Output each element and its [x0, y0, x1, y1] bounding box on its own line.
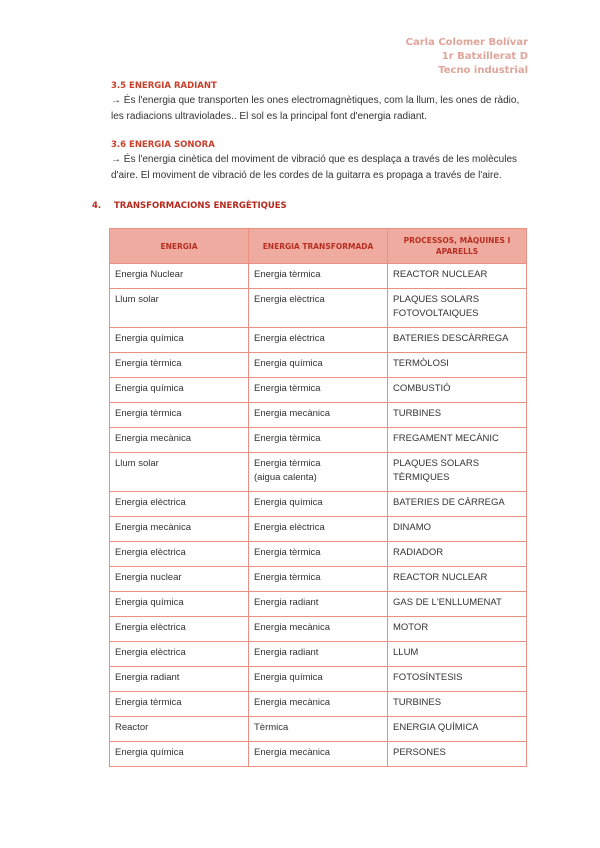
- process-cell: REACTOR NUCLEAR: [388, 567, 527, 592]
- process-cell: COMBUSTIÓ: [388, 378, 527, 403]
- transformed-cell: Energia química: [249, 492, 388, 517]
- transformed-cell: Energia radiant: [249, 642, 388, 667]
- transformed-cell: Energia mecànica: [249, 403, 388, 428]
- process-cell: DINAMO: [388, 517, 527, 542]
- transformed-cell: Energia química: [249, 353, 388, 378]
- process-cell: BATERIES DE CÀRREGA: [388, 492, 527, 517]
- energy-cell: Energia tèrmica: [110, 353, 249, 378]
- process-cell: GAS DE L'ENLLUMENAT: [388, 592, 527, 617]
- transformed-cell: [249, 453, 388, 492]
- section-text-line: les radiacions ultraviolades.. El sol es la principal font d'energia radiant.: [111, 111, 427, 122]
- transformed-cell: Energia elèctrica: [249, 328, 388, 353]
- table-row: [110, 642, 527, 667]
- section-text-line: d'aire. El moviment de vibració de les cordes de la guitarra es propaga a través de l'aire.: [111, 170, 502, 181]
- transformed-cell: Energia elèctrica: [249, 517, 388, 542]
- column-header: PROCESSOS, MÀQUINES I APARELLS: [388, 229, 527, 264]
- energy-cell: Energia tèrmica: [110, 692, 249, 717]
- process-cell: [388, 289, 527, 328]
- table-row: [110, 567, 527, 592]
- section-number: 4.: [92, 201, 102, 211]
- process-cell: TURBINES: [388, 692, 527, 717]
- table-row: [110, 328, 527, 353]
- table-row: [110, 353, 527, 378]
- energy-cell: Reactor: [110, 717, 249, 742]
- energy-cell: Energia química: [110, 378, 249, 403]
- energy-cell: Energia química: [110, 592, 249, 617]
- author-name: Carla Colomer Bolívar: [405, 37, 528, 48]
- table-row: [110, 492, 527, 517]
- table-row: [110, 453, 527, 492]
- table-row: [110, 378, 527, 403]
- table-row: [110, 289, 527, 328]
- transformed-cell: Energia mecànica: [249, 742, 388, 767]
- energy-cell: Energia nuclear: [110, 567, 249, 592]
- column-header: ENERGIA TRANSFORMADA: [249, 229, 388, 264]
- column-header: ENERGIA: [110, 229, 249, 264]
- process-cell: MOTOR: [388, 617, 527, 642]
- energy-cell: Energia elèctrica: [110, 642, 249, 667]
- energy-cell: Energia Nuclear: [110, 264, 249, 289]
- transformations-table: [109, 228, 527, 767]
- table-row: [110, 542, 527, 567]
- energy-cell: Energia tèrmica: [110, 403, 249, 428]
- process-cell: ENERGIA QUÍMICA: [388, 717, 527, 742]
- transformed-cell: Energia mecànica: [249, 692, 388, 717]
- page-header: [406, 36, 528, 78]
- table-row: [110, 403, 527, 428]
- course-label: 1r Batxillerat D: [441, 51, 528, 62]
- energy-cell: Energia elèctrica: [110, 542, 249, 567]
- energy-cell: Llum solar: [110, 453, 249, 492]
- energy-cell: Energia elèctrica: [110, 617, 249, 642]
- process-cell: LLUM: [388, 642, 527, 667]
- transformed-cell: Energia tèrmica: [249, 542, 388, 567]
- transformed-cell: Energia mecànica: [249, 617, 388, 642]
- subject-label: Tecno industrial: [438, 65, 528, 76]
- transformed-line: (aigua calenta): [254, 472, 317, 483]
- energy-cell: Energia radiant: [110, 667, 249, 692]
- process-cell: TURBINES: [388, 403, 527, 428]
- energy-cell: Energia química: [110, 328, 249, 353]
- process-cell: BATERIES DESCÀRREGA: [388, 328, 527, 353]
- transformed-cell: Energia elèctrica: [249, 289, 388, 328]
- process-line: PLAQUES SOLARS: [393, 294, 480, 305]
- table-row: [110, 517, 527, 542]
- process-cell: [388, 453, 527, 492]
- table-row: [110, 692, 527, 717]
- energy-cell: Llum solar: [110, 289, 249, 328]
- energy-cell: Energia química: [110, 742, 249, 767]
- transformed-line: Energia tèrmica: [254, 458, 321, 469]
- section-heading-text: TRANSFORMACIONS ENERGÈTIQUES: [114, 201, 287, 211]
- process-cell: TERMÒLOSI: [388, 353, 527, 378]
- transformed-cell: Tèrmica: [249, 717, 388, 742]
- process-cell: RADIADOR: [388, 542, 527, 567]
- table-row: [110, 592, 527, 617]
- table-row: [110, 667, 527, 692]
- transformed-cell: Energia tèrmica: [249, 378, 388, 403]
- section-title: 3.5 ENERGIA RADIANT: [111, 81, 217, 91]
- transformed-cell: Energia tèrmica: [249, 567, 388, 592]
- process-cell: REACTOR NUCLEAR: [388, 264, 527, 289]
- transformed-cell: Energia tèrmica: [249, 264, 388, 289]
- process-cell: FREGAMENT MECÀNIC: [388, 428, 527, 453]
- process-line: TÈRMIQUES: [393, 472, 450, 483]
- energy-cell: Energia elèctrica: [110, 492, 249, 517]
- transformed-cell: Energia tèrmica: [249, 428, 388, 453]
- section-radiant-energy: [111, 79, 531, 125]
- section-title: 3.6 ENERGIA SONORA: [111, 140, 215, 150]
- section-text-line: → És l'energia que transporten les ones electromagnètiques, com la llum, les ones de ràdio,: [111, 95, 520, 106]
- process-cell: PERSONES: [388, 742, 527, 767]
- process-cell: FOTOSÍNTESIS: [388, 667, 527, 692]
- section-text-line: → És l'energia cinètica del moviment de vibració que es desplaça a través de les molècules: [111, 154, 518, 165]
- table-row: [110, 742, 527, 767]
- table-header-row: [110, 229, 527, 264]
- section-sound-energy: [111, 138, 531, 184]
- transformed-cell: Energia química: [249, 667, 388, 692]
- process-line: PLAQUES SOLARS: [393, 458, 480, 469]
- transformed-cell: Energia radiant: [249, 592, 388, 617]
- energy-cell: Energia mecànica: [110, 428, 249, 453]
- process-line: FOTOVOLTAIQUES: [393, 308, 479, 319]
- table-row: [110, 428, 527, 453]
- table-row: [110, 617, 527, 642]
- table-row: [110, 717, 527, 742]
- energy-cell: Energia mecànica: [110, 517, 249, 542]
- table-row: [110, 264, 527, 289]
- section-heading-transformations: [92, 201, 287, 211]
